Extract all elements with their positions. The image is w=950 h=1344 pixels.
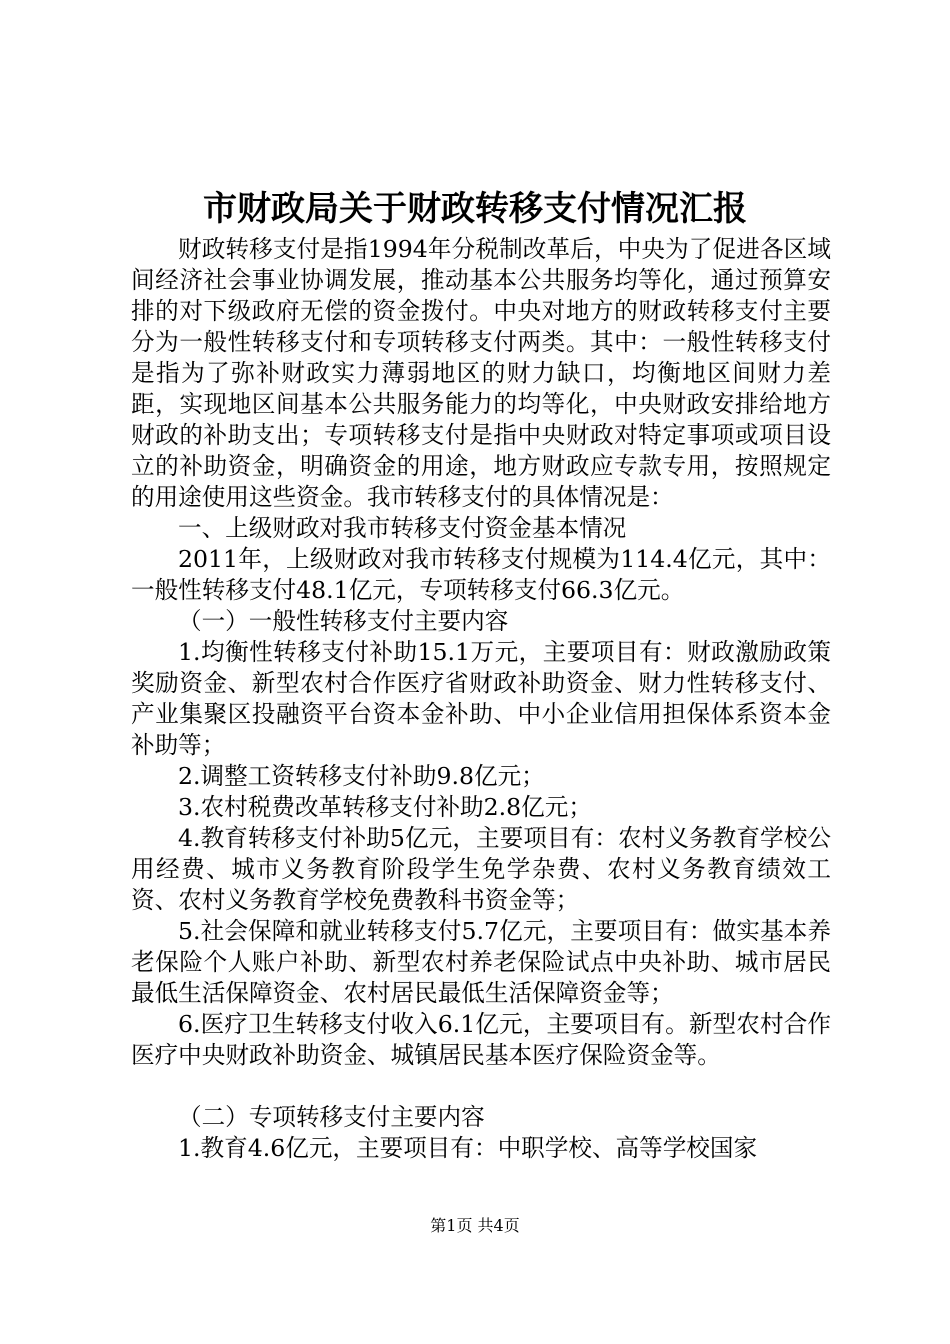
special-item-1: 1.教育4.6亿元，主要项目有：中职学校、高等学校国家 <box>178 1134 758 1162</box>
subsection-heading-general: （一）一般性转移支付主要内容 <box>178 607 509 635</box>
list-item-6: 6.医疗卫生转移支付收入6.1亿元，主要项目有。新型农村合作医疗中央财政补助资金、城镇居民基本医疗保险资金等。 <box>131 1010 831 1069</box>
paragraph-scale: 2011年，上级财政对我市转移支付规模为114.4亿元，其中：一般性转移支付48.1亿元，专项转移支付66.3亿元。 <box>131 545 831 604</box>
list-item-2: 2.调整工资转移支付补助9.8亿元； <box>178 762 545 790</box>
list-item-1: 1.均衡性转移支付补助15.1万元，主要项目有：财政激励政策奖励资金、新型农村合作医疗省财政补助资金、财力性转移支付、产业集聚区投融资平台资本金补助、中小企业信用担保体系资本金补助等； <box>131 638 831 759</box>
list-item-3: 3.农村税费改革转移支付补助2.8亿元； <box>178 793 592 821</box>
list-item-4: 4.教育转移支付补助5亿元，主要项目有：农村义务教育学校公用经费、城市义务教育阶段学生免学杂费、农村义务教育绩效工资、农村义务教育学校免费教科书资金等； <box>131 824 831 914</box>
paragraph-intro: 财政转移支付是指1994年分税制改革后，中央为了促进各区域间经济社会事业协调发展，推动基本公共服务均等化，通过预算安排的对下级政府无偿的资金拨付。中央对地方的财政转移支付主要分为一般性转移支付和专项转移支付两类。其中：一般性转移支付是指为了弥补财政实力薄弱地区的财力缺口，均衡地区间财力差距，实现地区间基本公共服务能力的均等化，中央财政安排给地方财政的补助支出；专项转移支付是指中央财政对特定事项或项目设立的补助资金，明确资金的用途，地方财政应专款专用，按照规定的用途使用这些资金。我市转移支付的具体情况是： <box>131 235 831 511</box>
document-title: 市财政局关于财政转移支付情况汇报 <box>203 189 747 229</box>
blank-line <box>131 1071 831 1102</box>
subsection-heading-special: （二）专项转移支付主要内容 <box>178 1103 485 1131</box>
list-item-5: 5.社会保障和就业转移支付5.7亿元，主要项目有：做实基本养老保险个人账户补助、新型农村养老保险试点中央补助、城市居民最低生活保障资金、农村居民最低生活保障资金等； <box>131 917 831 1007</box>
section-heading-1: 一、上级财政对我市转移支付资金基本情况 <box>178 514 627 542</box>
page-footer: 第1页 共4页 <box>430 1216 520 1235</box>
document-body <box>131 234 831 1164</box>
